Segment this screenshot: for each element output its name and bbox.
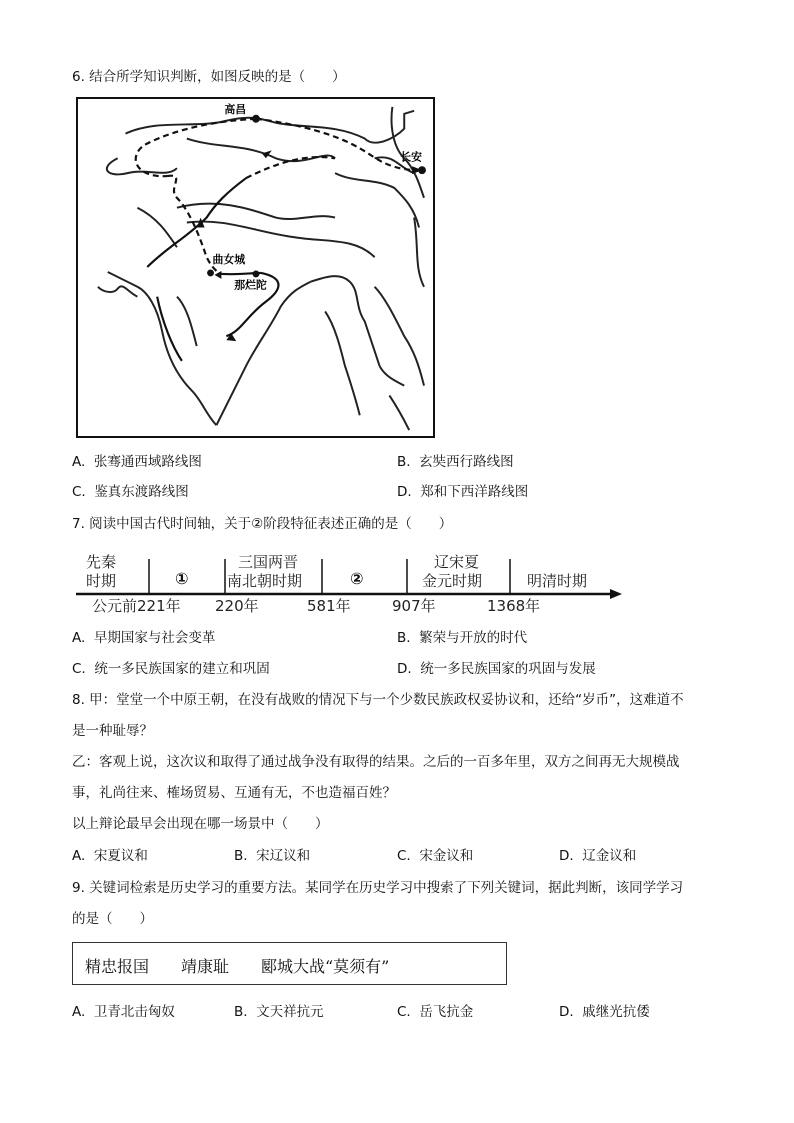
q9-option-d[interactable] [559, 1002, 650, 1022]
timeline-svg [72, 545, 632, 620]
q6-option-c[interactable] [72, 482, 189, 502]
option-letter: D. [397, 484, 412, 500]
option-letter: C. [397, 1004, 411, 1020]
option-letter: D. [397, 661, 412, 677]
label-nalantuo: 那烂陀 [234, 278, 267, 292]
date-220: 220年 [215, 597, 259, 615]
option-text: 卫青北击匈奴 [93, 1004, 175, 1020]
q6-option-a[interactable] [72, 452, 202, 472]
q9-line-2: 的是（ ） [72, 911, 153, 927]
history-timeline [72, 545, 632, 620]
option-text: 辽金议和 [582, 848, 637, 864]
date-1368: 1368年 [487, 597, 541, 615]
option-text: 张骞通西域路线图 [93, 454, 202, 470]
option-text: 早期国家与社会变革 [93, 630, 216, 646]
date-581: 581年 [307, 597, 351, 615]
option-letter: B. [397, 454, 411, 470]
q8-line-5: 以上辩论最早会出现在哪一场景中（ ） [72, 816, 329, 832]
period-xianqin-1: 先秦 [86, 553, 117, 571]
period-sanguo-2: 南北朝时期 [227, 572, 303, 590]
q8-option-d[interactable] [559, 846, 636, 866]
option-text: 文天祥抗元 [256, 1004, 324, 1020]
option-letter: C. [72, 661, 86, 677]
label-gaochang: 高昌 [224, 102, 247, 116]
q6-option-b[interactable] [397, 452, 514, 472]
option-text: 宋金议和 [419, 848, 474, 864]
q7-option-a[interactable] [72, 628, 215, 648]
period-marker-1: ① [175, 569, 189, 588]
q7-option-c[interactable] [72, 659, 270, 679]
option-text: 戚继光抗倭 [582, 1004, 650, 1020]
option-text: 玄奘西行路线图 [419, 454, 514, 470]
option-letter: B. [234, 848, 248, 864]
option-text: 鉴真东渡路线图 [94, 484, 189, 500]
q9-line-1: 9. 关键词检索是历史学习的重要方法。某同学在历史学习中搜索了下列关键词，据此判断，该同学学习 [72, 880, 684, 896]
period-xianqin-2: 时期 [86, 572, 117, 590]
q6-option-d[interactable] [397, 482, 528, 502]
q9-option-c[interactable] [397, 1002, 473, 1022]
q6-stem: 6. 结合所学知识判断，如图反映的是（ ） [72, 69, 346, 85]
option-letter: B. [234, 1004, 248, 1020]
option-letter: A. [72, 454, 86, 470]
option-letter: C. [72, 484, 86, 500]
date-221bc: 公元前221年 [92, 597, 181, 615]
label-qunvcheng: 曲女城 [212, 253, 246, 267]
option-letter: A. [72, 848, 86, 864]
option-letter: A. [72, 1004, 86, 1020]
option-text: 宋夏议和 [93, 848, 148, 864]
route-map-svg [78, 99, 433, 436]
xuanzang-route-map [76, 97, 435, 438]
q7-stem: 7. 阅读中国古代时间轴，关于②阶段特征表述正确的是（ ） [72, 516, 453, 532]
label-changan: 长安 [400, 150, 423, 164]
date-907: 907年 [392, 597, 436, 615]
q7-option-d[interactable] [397, 659, 596, 679]
period-mingqing: 明清时期 [527, 572, 588, 590]
q8-line-4: 事，礼尚往来、榷场贸易、互通有无，不也造福百姓？ [72, 785, 396, 801]
option-letter: D. [559, 1004, 574, 1020]
option-text: 统一多民族国家的巩固与发展 [420, 661, 596, 677]
q8-line-3: 乙：客观上说，这次议和取得了通过战争没有取得的结果。之后的一百多年里，双方之间再无大规模战 [72, 754, 680, 770]
q8-option-b[interactable] [234, 846, 310, 866]
period-liaosong-1: 辽宋夏 [434, 553, 480, 571]
option-letter: A. [72, 630, 86, 646]
q9-option-a[interactable] [72, 1002, 175, 1022]
q7-option-b[interactable] [397, 628, 527, 648]
option-letter: D. [559, 848, 574, 864]
keyword-box [72, 942, 507, 985]
option-text: 统一多民族国家的建立和巩固 [94, 661, 270, 677]
option-text: 郑和下西洋路线图 [420, 484, 529, 500]
period-sanguo-1: 三国两晋 [238, 553, 299, 571]
keyword-text: 精忠报国 靖康耻 郾城大战“莫须有” [85, 957, 390, 976]
option-text: 岳飞抗金 [419, 1004, 474, 1020]
option-letter: C. [397, 848, 411, 864]
q8-option-c[interactable] [397, 846, 473, 866]
q8-option-a[interactable] [72, 846, 148, 866]
option-text: 繁荣与开放的时代 [419, 630, 528, 646]
q8-line-1: 8. 甲：堂堂一个中原王朝，在没有战败的情况下与一个少数民族政权妥协议和，还给“岁币”，这难道不 [72, 692, 684, 708]
option-text: 宋辽议和 [256, 848, 311, 864]
option-letter: B. [397, 630, 411, 646]
q8-line-2: 是一种耻辱？ [72, 723, 153, 739]
period-marker-2: ② [350, 569, 364, 588]
period-liaosong-2: 金元时期 [422, 572, 483, 590]
q9-option-b[interactable] [234, 1002, 324, 1022]
